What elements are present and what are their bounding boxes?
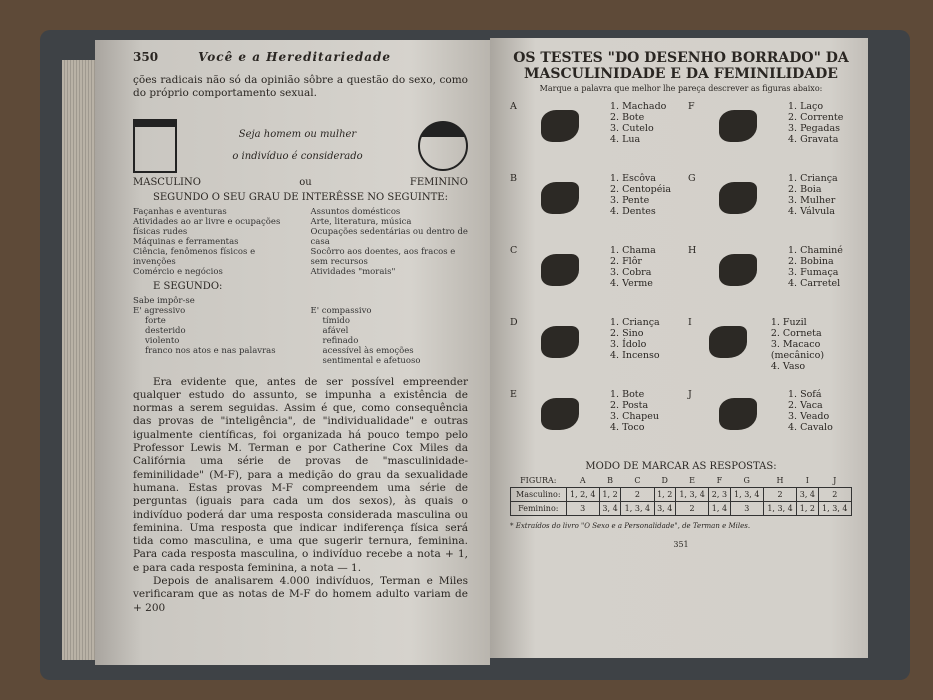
option-item[interactable]: 3. Cobra [610, 267, 652, 278]
blot-figure-icon [708, 389, 768, 439]
figure-item [688, 245, 852, 309]
page-title: OS TESTES "DO DESENHO BORRADO" DA MASCULINIDADE E DA FEMINILIDADE [513, 50, 849, 82]
blot-figure-icon [530, 317, 590, 367]
instruction-text: Marque a palavra que melhor lhe pareça descrever as figuras abaixo: [539, 84, 823, 93]
option-item[interactable]: 4. Dentes [610, 206, 656, 217]
figure-letter: H [688, 245, 697, 256]
column-header: G [743, 476, 750, 485]
row-label: Feminino: [511, 502, 567, 516]
figure-item [510, 173, 674, 237]
label-feminino: FEMININO [409, 176, 468, 188]
option-item[interactable]: 2. Centopéia [610, 184, 672, 195]
option-item[interactable]: 4. Gravata [788, 134, 839, 145]
option-item[interactable]: 1. Escôva [610, 173, 656, 184]
figures-grid [510, 101, 852, 453]
list-item: Assuntos domésticos [310, 206, 401, 217]
list-item: Ocupações sedentárias ou dentro de casa [310, 226, 468, 247]
list-item: Façanhas e aventuras [133, 206, 227, 217]
figure-letter: F [688, 101, 695, 112]
interests-female [311, 207, 469, 277]
interests-male [133, 207, 291, 277]
list-item: afável [322, 325, 349, 336]
list-item: E' compassivo [310, 305, 372, 316]
options-list [596, 173, 671, 217]
table-cell: 1, 3, 4 [621, 502, 654, 516]
list-item: Sabe impôr-se [133, 295, 195, 306]
options-list [596, 389, 659, 433]
option-item[interactable]: 1. Criança [788, 173, 838, 184]
option-item[interactable]: 3. Ídolo [610, 339, 647, 350]
list-item: Comércio e negócios [133, 266, 223, 277]
option-item[interactable]: 4. Cavalo [788, 422, 833, 433]
list-item: Máquinas e ferramentas [133, 236, 239, 247]
option-item[interactable]: 2. Bote [610, 112, 645, 123]
option-item[interactable]: 3. Pente [610, 195, 650, 206]
intro-text: ções radicais não só da opinião sôbre a questão do sexo, como do próprio comportamento sexual. [133, 74, 468, 100]
column-header: F [716, 476, 723, 485]
list-item: Ciência, fenômenos físicos e invenções [133, 246, 256, 267]
column-header: H [776, 476, 784, 485]
figure-letter: C [510, 245, 518, 256]
female-face-icon [418, 121, 468, 171]
option-item[interactable]: 3. Fumaça [788, 267, 839, 278]
right-page [490, 38, 868, 658]
option-item[interactable]: 4. Incenso [610, 350, 660, 361]
option-item[interactable]: 1. Criança [610, 317, 660, 328]
figure-letter: J [688, 389, 692, 400]
figure-item [688, 101, 852, 165]
table-row [511, 488, 852, 502]
blot-figure-icon [705, 317, 751, 367]
body-paragraph: Depois de analisarem 4.000 indivíduos, Terman e Miles verificaram que as notas de M-F do homem adulto variam de + 200 [133, 575, 468, 614]
option-item[interactable]: 2. Boia [788, 184, 822, 195]
blot-figure-icon [708, 173, 768, 223]
list-item: Atividades "morais" [310, 266, 396, 277]
caption-line: o indivíduo é considerado [232, 150, 363, 162]
blot-figure-icon [530, 173, 590, 223]
table-cell: 2 [621, 488, 654, 502]
option-item[interactable]: 1. Fuzil [770, 317, 807, 328]
option-item[interactable]: 1. Chama [610, 245, 656, 256]
options-list [596, 101, 666, 145]
figure-item [688, 389, 852, 453]
option-item[interactable]: 3. Mulher [788, 195, 836, 206]
option-item[interactable]: 4. Lua [610, 134, 641, 145]
table-cell: 1, 2 [654, 488, 675, 502]
figure-item [688, 173, 852, 237]
table-cell: 1, 4 [709, 502, 730, 516]
table-cell: 1, 2 [599, 488, 620, 502]
list-item: desterido [145, 325, 186, 336]
label-masculino: MASCULINO [133, 176, 201, 188]
male-face-icon [133, 119, 177, 173]
option-item[interactable]: 4. Verme [610, 278, 653, 289]
list-item: Atividades ao ar livre e ocupações físicas rudes [133, 216, 281, 237]
column-header: B [607, 476, 613, 485]
traits-male [133, 296, 291, 366]
table-cell: 1, 3, 4 [763, 502, 796, 516]
figure-letter: I [688, 317, 692, 328]
table-cell: 3, 4 [654, 502, 675, 516]
figure-letter: A [510, 101, 517, 112]
options-list [774, 173, 838, 217]
table-cell: 2 [675, 502, 708, 516]
list-item: Socôrro aos doentes, aos fracos e sem recursos [310, 246, 456, 267]
option-item[interactable]: 4. Toco [610, 422, 645, 433]
table-header-row [511, 474, 852, 488]
page-number: 351 [673, 540, 689, 549]
option-item[interactable]: 1. Machado [610, 101, 667, 112]
page-number: 350 [133, 50, 159, 64]
option-item[interactable]: 1. Bote [610, 389, 645, 400]
traits-female [311, 296, 469, 366]
option-item[interactable]: 2. Vaca [788, 400, 823, 411]
table-cell: 3 [730, 502, 763, 516]
page-header [133, 50, 468, 64]
table-cell: 3, 4 [797, 488, 818, 502]
traits-heading: E SEGUNDO: [153, 280, 223, 292]
options-list [774, 101, 843, 145]
figure-item [510, 101, 674, 165]
options-list [774, 245, 843, 289]
list-item: sentimental e afetuoso [322, 355, 421, 366]
blot-figure-icon [530, 389, 590, 439]
table-cell: 3, 4 [599, 502, 620, 516]
blot-figure-icon [708, 101, 768, 151]
option-item[interactable]: 3. Macaco (mecânico) [770, 339, 825, 361]
list-item: franco nos atos e nas palavras [145, 345, 276, 356]
row-label: Masculino: [511, 488, 567, 502]
list-item: violento [145, 335, 180, 346]
label-ou: ou [299, 176, 312, 188]
option-item[interactable]: 1. Laço [788, 101, 824, 112]
column-header: A [579, 476, 586, 485]
blot-figure-icon [708, 245, 768, 295]
option-item[interactable]: 2. Posta [610, 400, 649, 411]
option-item[interactable]: 2. Flôr [610, 256, 642, 267]
column-header: E [689, 476, 695, 485]
table-row [511, 502, 852, 516]
figure-letter: D [510, 317, 518, 328]
column-header: J [833, 476, 837, 485]
table-cell: 1, 2 [797, 502, 818, 516]
column-header: C [634, 476, 641, 485]
answers-table [510, 474, 852, 516]
table-cell: 2, 3 [709, 488, 730, 502]
table-cell: 1, 3, 4 [818, 502, 851, 516]
option-item[interactable]: 2. Sino [610, 328, 644, 339]
figure-letter: G [688, 173, 696, 184]
figure-item [510, 245, 674, 309]
column-header: D [661, 476, 668, 485]
option-item[interactable]: 4. Vaso [770, 361, 806, 372]
answers-heading: MODO DE MARCAR AS RESPOSTAS: [585, 461, 777, 472]
option-item[interactable]: 1. Chaminé [788, 245, 843, 256]
running-title: Você e a Hereditariedade [198, 50, 392, 64]
figure-item [688, 317, 852, 381]
list-item: acessível às emoções [322, 345, 414, 356]
list-item: Arte, literatura, música [310, 216, 412, 227]
option-item[interactable]: 2. Bobina [788, 256, 834, 267]
list-item: forte [145, 315, 166, 326]
figure-letter: E [510, 389, 517, 400]
blot-figure-icon [530, 101, 590, 151]
option-item[interactable]: 3. Chapeu [610, 411, 659, 422]
body-paragraph: Era evidente que, antes de ser possível empreender qualquer estudo do assunto, se impunha a existência de normas a serem seguidas. Assim é que, como consequência das provas de "inteligência", de "individualidade" e outras igualmente científicas, foi organizada há pouco tempo pelo Professor Lewis M. Terman e por Catherine Cox Miles da Califórnia uma série de provas de "masculinidade-feminilidade" (M-F), para a medição do grau da sexualidade humana. Estas provas M-F compreendem uma série de perguntas (iguais para cada um dos sexos), às quais o indivíduo poderá dar uma resposta considerada masculina ou feminina. Uma resposta que indicar indiferença física será tida como masculina, e uma que sugerir ternura, feminina. Para cada resposta masculina, o indivíduo recebe a nota + 1, e para cada resposta feminina, a nota — 1. [133, 375, 468, 574]
left-page [95, 40, 490, 665]
faces-illustration [133, 119, 468, 173]
option-item[interactable]: 4. Válvula [788, 206, 835, 217]
caption-line: Seja homem ou mulher [238, 128, 357, 140]
table-cell: 1, 3, 4 [675, 488, 708, 502]
table-cell: 2 [818, 488, 851, 502]
table-cell: 1, 2, 4 [566, 488, 599, 502]
table-cell: 2 [763, 488, 796, 502]
option-item[interactable]: 3. Pegadas [788, 123, 841, 134]
table-cell: 3 [566, 502, 599, 516]
options-list [774, 389, 833, 433]
option-item[interactable]: 4. Carretel [788, 278, 841, 289]
options-list [757, 317, 852, 372]
option-item[interactable]: 2. Corneta [770, 328, 822, 339]
list-item: E' agressivo [133, 305, 186, 316]
footnote: * Extraídos do livro "O Sexo e a Personalidade", de Terman e Miles. [510, 522, 751, 530]
option-item[interactable]: 3. Cutelo [610, 123, 654, 134]
option-item[interactable]: 2. Corrente [788, 112, 844, 123]
table-cell: 1, 3, 4 [730, 488, 763, 502]
interest-heading: SEGUNDO O SEU GRAU DE INTERÊSSE NO SEGUINTE: [153, 191, 448, 203]
blot-figure-icon [530, 245, 590, 295]
list-item: refinado [322, 335, 359, 346]
option-item[interactable]: 3. Veado [788, 411, 830, 422]
option-item[interactable]: 1. Sofá [788, 389, 822, 400]
options-list [596, 317, 660, 361]
figure-item [510, 317, 674, 381]
figure-letter: B [510, 173, 517, 184]
options-list [596, 245, 656, 289]
figure-item [510, 389, 674, 453]
column-header: I [805, 476, 809, 485]
table-header-label: FIGURA: [520, 476, 557, 485]
list-item: tímido [322, 315, 350, 326]
